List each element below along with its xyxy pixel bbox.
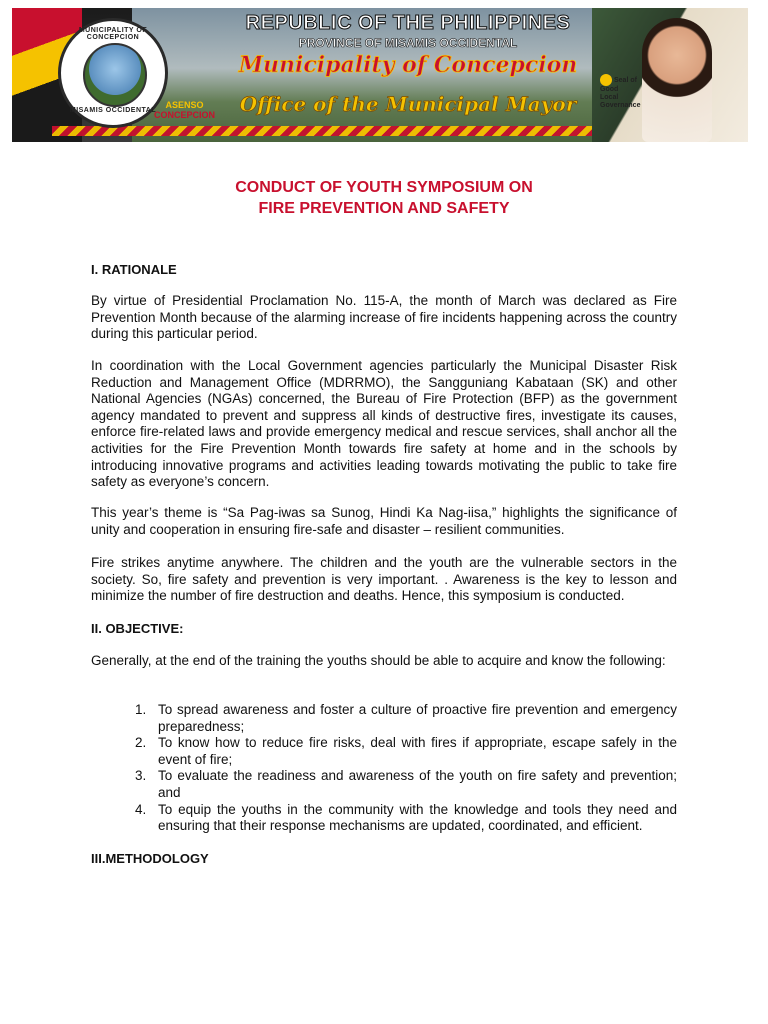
banner-zigzag-border bbox=[52, 126, 612, 136]
list-item-number: 3. bbox=[135, 768, 147, 784]
banner-province-title: PROVINCE OF MISAMIS OCCIDENTAL bbox=[298, 36, 518, 50]
list-item-text: To spread awareness and foster a culture of proactive fire prevention and emergency preparedness; bbox=[158, 702, 677, 734]
banner-republic-title: REPUBLIC OF THE PHILIPPINES bbox=[245, 12, 571, 34]
sgg-line: Local bbox=[600, 94, 619, 101]
document-title-line-1: CONDUCT OF YOUTH SYMPOSIUM ON bbox=[235, 179, 533, 196]
methodology-heading: III.METHODOLOGY bbox=[91, 851, 209, 866]
list-item bbox=[91, 735, 677, 768]
list-item-text: To know how to reduce fire risks, deal with fires if appropriate, escape safely in the event of fire; bbox=[158, 735, 677, 767]
municipal-seal-logo bbox=[58, 18, 168, 128]
objective-intro: Generally, at the end of the training the youths should be able to acquire and know the following: bbox=[91, 653, 666, 668]
header-banner bbox=[12, 8, 748, 142]
objectives-list bbox=[91, 702, 677, 835]
seal-text-bottom: MISAMIS OCCIDENTAL bbox=[69, 107, 157, 114]
list-item-number: 1. bbox=[135, 702, 147, 717]
objective-heading: II. OBJECTIVE: bbox=[91, 621, 184, 636]
sgg-line: Seal of bbox=[614, 76, 637, 84]
list-item bbox=[91, 768, 677, 801]
list-item bbox=[91, 702, 677, 735]
sgg-star-icon bbox=[600, 74, 612, 86]
asenso-text: ASENSO bbox=[165, 100, 204, 110]
list-item-number: 2. bbox=[135, 735, 147, 751]
asenso-subtext: CONCEPCION bbox=[154, 110, 216, 120]
rationale-paragraph-4: Fire strikes anytime anywhere. The children and the youth are the vulnerable sectors in the society. So, fire safety and prevention is very important. . Awareness is the key to lesson and minimize the number of fire destruction and deaths. Hence, this symposium is conducted. bbox=[91, 555, 677, 604]
rationale-paragraph-2: In coordination with the Local Government agencies particularly the Municipal Disaster Risk Reduction and Management Office (MDRRMO), the Sangguniang Kabataan (SK) and other National Agencies (NGAs) concerned, the Bureau of Fire Protection (BFP) as the government agency mandated to prevent and suppress all kinds of destructive fires, investigate its causes, enforce fire-related laws and provide emergency medical and rescue services, shall anchor all the activities for the Fire Prevention Month towards fire safety at home and in the schools by introducing innovative programs and activities leading towards motivating the public to take fire safety as everyone’s concern. bbox=[91, 358, 677, 490]
banner-office-title: Office of the Municipal Mayor bbox=[239, 92, 577, 116]
seal-text-top: MUNICIPALITY OF CONCEPCION bbox=[78, 27, 148, 41]
list-item-text: To equip the youths in the community with the knowledge and tools they need and ensuring that their response mechanisms are updated, coordinated, and efficient. bbox=[158, 801, 677, 834]
sgg-line: Good bbox=[600, 86, 619, 93]
seal-emblem-icon bbox=[83, 43, 147, 107]
sgg-line: Governance bbox=[600, 102, 641, 109]
rationale-heading: I. RATIONALE bbox=[91, 262, 177, 277]
rationale-paragraph-1: By virtue of Presidential Proclamation No. 115-A, the month of March was declared as Fire Prevention Month because of the alarming increase of fire incidents happening across the country during this particular period. bbox=[91, 293, 677, 342]
banner-municipality-title: Municipality of Concepcion bbox=[238, 52, 578, 78]
rationale-paragraph-3: This year’s theme is “Sa Pag-iwas sa Sunog, Hindi Ka Nag-iisa,” highlights the significance of unity and cooperation in ensuring fire-safe and disaster – resilient communities. bbox=[91, 505, 677, 537]
document-title-line-2: FIRE PREVENTION AND SAFETY bbox=[258, 200, 510, 217]
list-item bbox=[91, 802, 677, 835]
asenso-logo bbox=[154, 100, 215, 120]
list-item-number: 4. bbox=[135, 801, 147, 817]
seal-of-good-governance-logo bbox=[600, 74, 660, 110]
list-item-text: To evaluate the readiness and awareness of the youth on fire safety and prevention; and bbox=[158, 768, 677, 800]
